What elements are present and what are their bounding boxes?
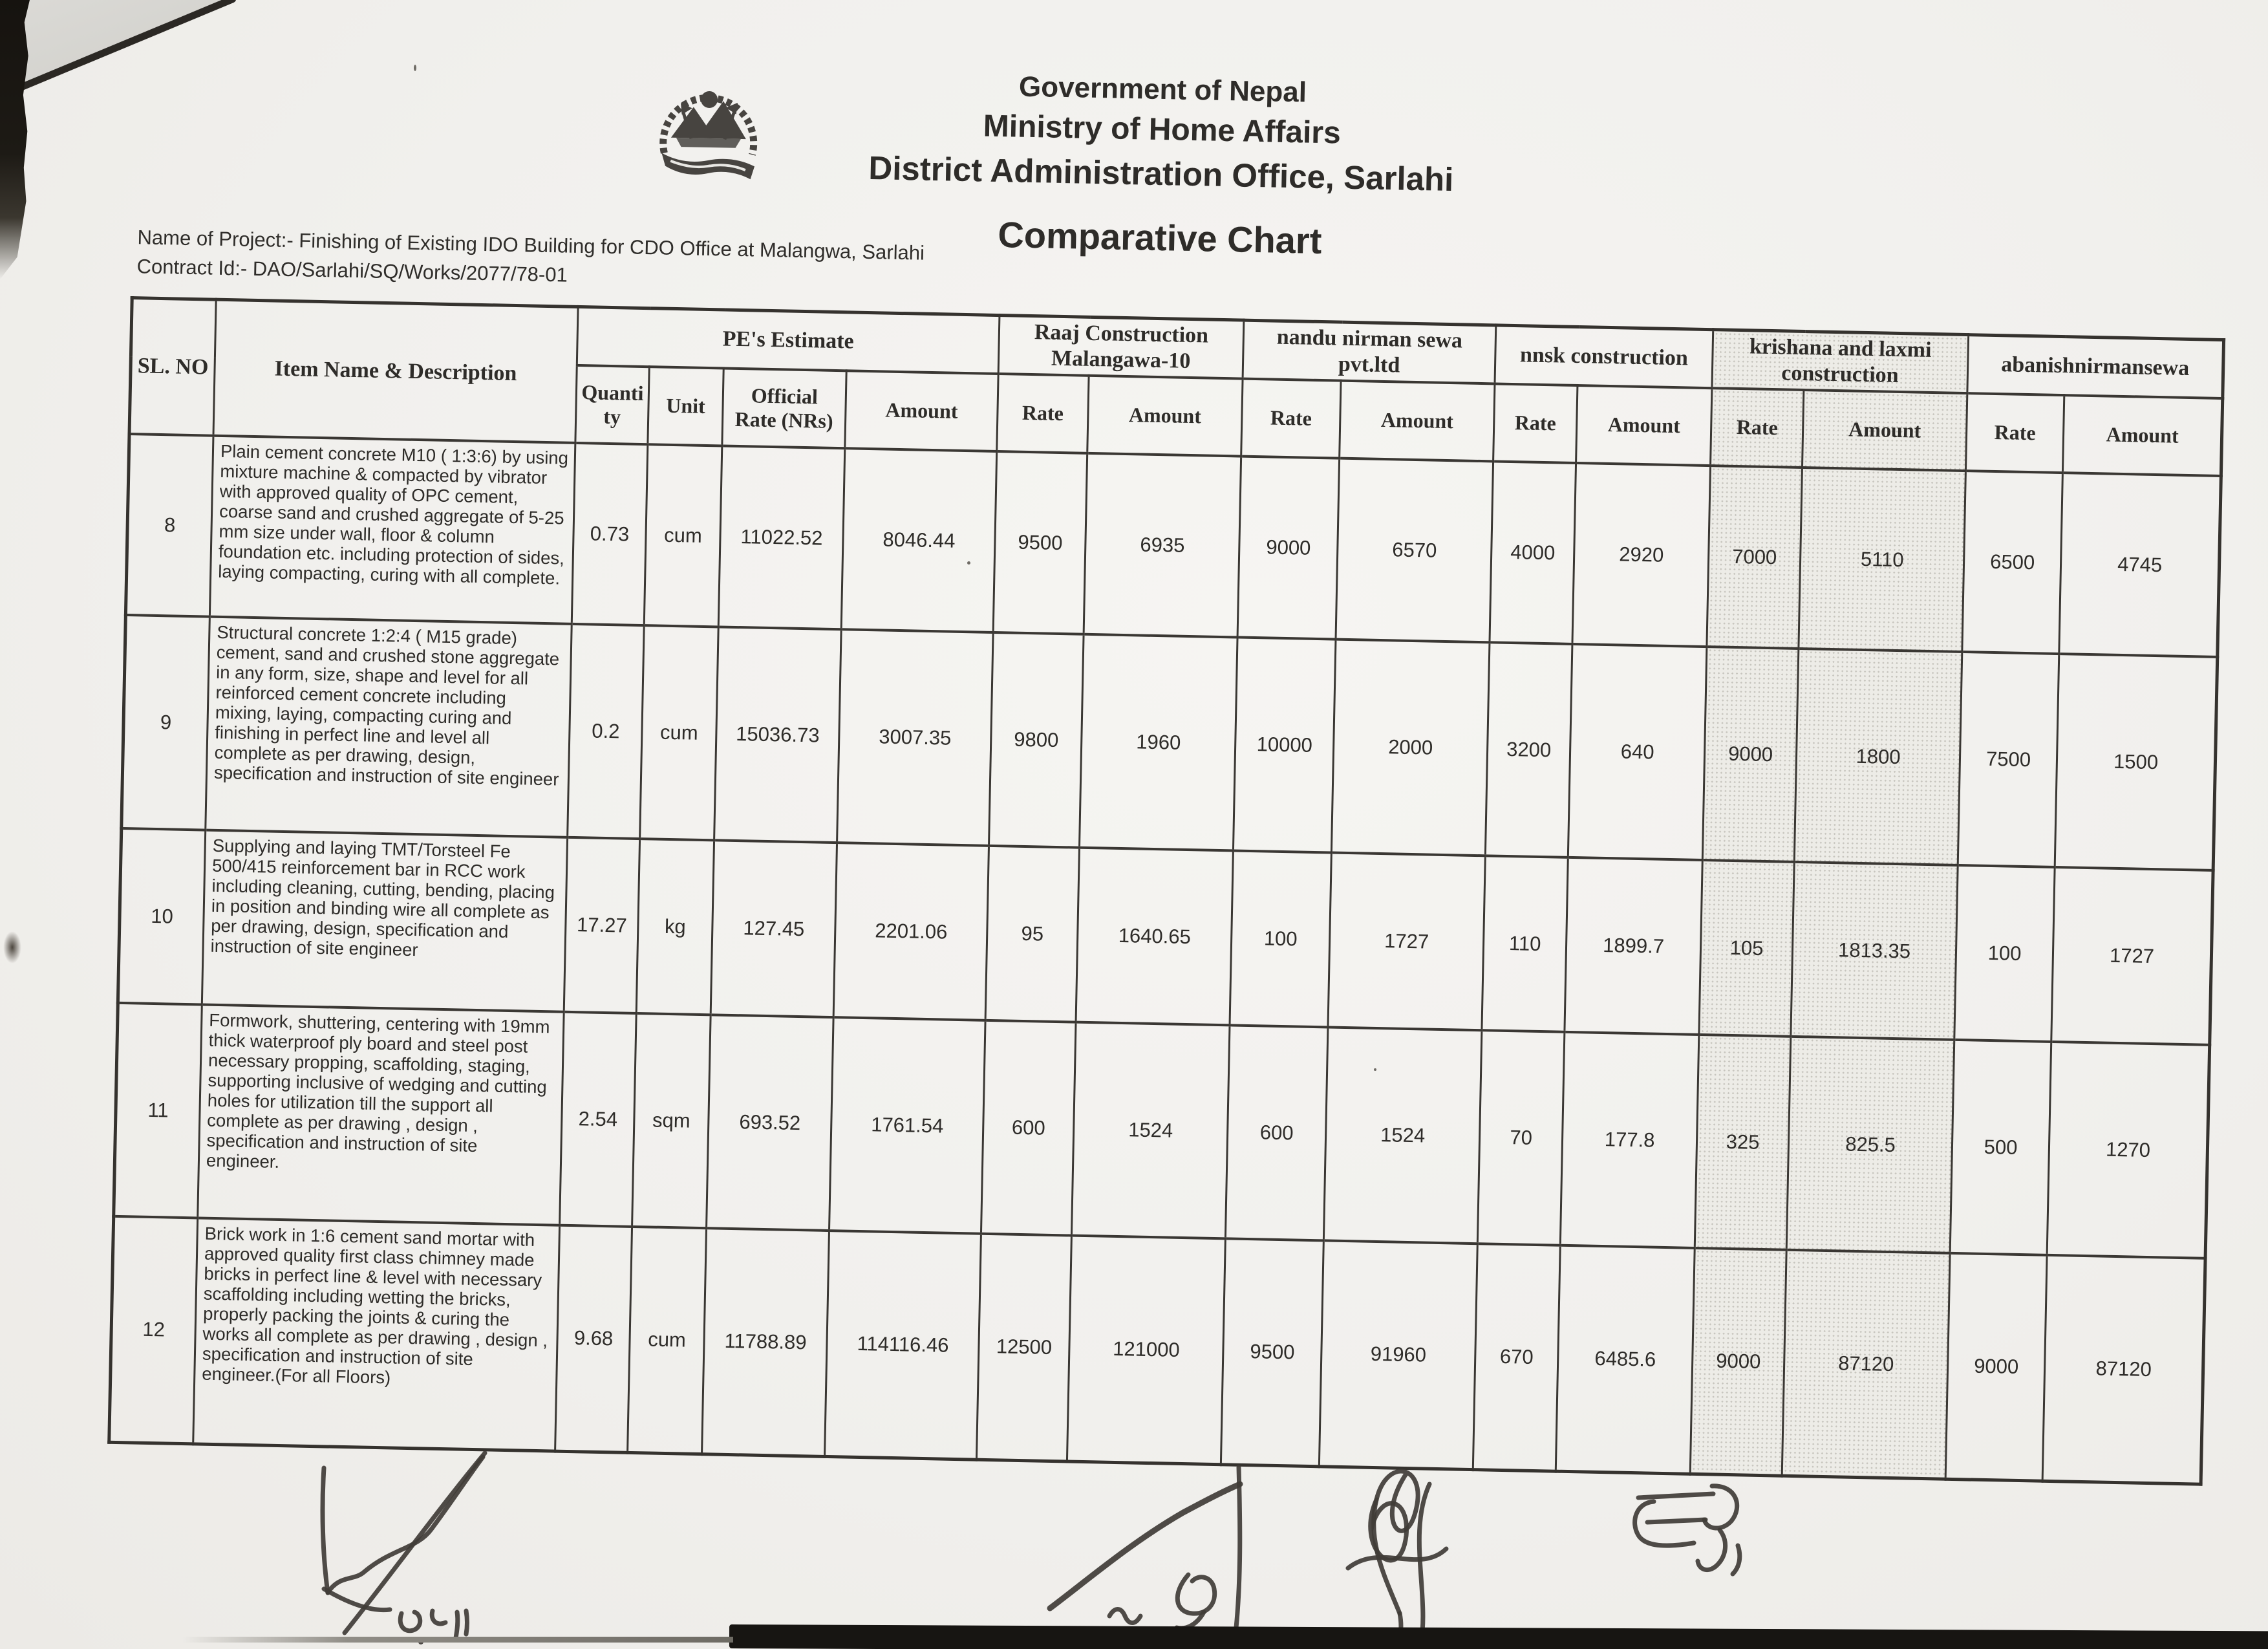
cell-abanish-rate: 500 xyxy=(1950,1039,2051,1255)
comparative-table xyxy=(107,296,2225,1486)
cell-item-description: Structural concrete 1:2:4 ( M15 grade) cement, sand and crushed stone aggregate in any form, size, shape and level for all reinforced cement concrete including mixing, laying, compacting curing and finishing in perfect line and level all complete as per drawing, design, specification and instruction of site engineer xyxy=(206,616,572,837)
cell-official-rate: 127.45 xyxy=(711,840,837,1017)
cell-nnsk-rate: 110 xyxy=(1482,856,1568,1032)
cell-quantity: 0.73 xyxy=(572,442,648,625)
scan-speck xyxy=(967,561,970,565)
group-header-nandu-nirman-sewa: nandu nirman sewa pvt.ltd xyxy=(1243,320,1496,383)
cell-nnsk-rate: 3200 xyxy=(1485,642,1572,857)
cell-unit: kg xyxy=(636,839,714,1015)
cell-nnsk-amount: 2920 xyxy=(1572,462,1711,646)
cell-nandu-amount: 1524 xyxy=(1323,1027,1482,1244)
cell-raaj-rate: 9500 xyxy=(993,451,1087,634)
table-row xyxy=(114,1002,2210,1258)
cell-quantity: 0.2 xyxy=(568,623,645,838)
cell-krishana-rate: 9000 xyxy=(1690,1247,1786,1476)
col-header-item-description: Item Name & Description xyxy=(213,299,578,442)
handwritten-signature-1 xyxy=(294,1419,508,1649)
cell-pe-amount: 2201.06 xyxy=(833,843,989,1020)
cell-abanish-rate: 9000 xyxy=(1945,1253,2047,1481)
cell-nnsk-amount: 6485.6 xyxy=(1556,1245,1695,1474)
cell-raaj-rate: 9800 xyxy=(989,632,1084,847)
col-header-nandu-amount: Amount xyxy=(1340,380,1495,461)
handwritten-signature-4 xyxy=(1616,1468,1784,1604)
cell-nandu-rate: 100 xyxy=(1230,850,1331,1027)
cell-nandu-rate: 9000 xyxy=(1237,456,1340,639)
cell-official-rate: 15036.73 xyxy=(714,627,842,843)
group-header-raaj-construction: Raaj Construction Malangawa-10 xyxy=(998,316,1244,379)
col-header-nandu-rate: Rate xyxy=(1241,378,1341,458)
cell-abanish-rate: 7500 xyxy=(1958,652,2059,867)
cell-nandu-amount: 1727 xyxy=(1328,852,1485,1030)
col-header-nnsk-rate: Rate xyxy=(1493,383,1578,463)
org-name-line2: Ministry of Home Affairs xyxy=(983,109,1342,151)
col-header-pe-amount: Amount xyxy=(845,371,998,451)
cell-quantity: 2.54 xyxy=(560,1011,637,1226)
cell-krishana-rate: 325 xyxy=(1695,1034,1791,1249)
cell-raaj-amount: 1960 xyxy=(1080,634,1238,850)
cell-raaj-rate: 12500 xyxy=(976,1233,1071,1461)
col-header-unit: Unit xyxy=(648,367,723,446)
cell-krishana-rate: 7000 xyxy=(1707,466,1803,649)
cell-raaj-amount: 121000 xyxy=(1067,1235,1225,1465)
scan-speck xyxy=(414,65,416,71)
col-header-abanish-amount: Amount xyxy=(2063,395,2223,476)
cell-sl-no: 10 xyxy=(118,828,205,1004)
cell-quantity: 17.27 xyxy=(564,837,639,1013)
group-header-krishana-laxmi-construction: krishana and laxmi construction xyxy=(1712,330,1969,393)
cell-abanish-amount: 87120 xyxy=(2042,1255,2205,1484)
cell-raaj-rate: 95 xyxy=(985,845,1079,1022)
cell-item-description: Supplying and laying TMT/Torsteel Fe 500/415 reinforcement bar in RCC work including cleaning, cutting, bending, placing in position and binding wire all complete as per drawing, design, specification and instruction of site engineer xyxy=(202,830,567,1011)
org-name-line3: District Administration Office, Sarlahi xyxy=(868,149,1454,199)
cell-krishana-rate: 105 xyxy=(1699,860,1794,1037)
cell-pe-amount: 1761.54 xyxy=(829,1017,986,1234)
cell-raaj-amount: 1524 xyxy=(1071,1022,1230,1238)
page-title: Comparative Chart xyxy=(997,213,1323,262)
cell-quantity: 9.68 xyxy=(555,1225,632,1452)
col-header-sl-no: SL. NO xyxy=(129,298,216,436)
cell-nnsk-rate: 4000 xyxy=(1490,461,1576,644)
cell-nnsk-amount: 1899.7 xyxy=(1565,857,1702,1034)
cell-item-description: Formwork, shuttering, centering with 19mm thick waterproof ply board and steel post necessary propping, scaffolding, staging, supporting inclusive of wedging and cutting holes for utilization till the support all complete as per drawing , design , specification and instruction of site engineer. xyxy=(198,1004,564,1225)
cell-nandu-rate: 10000 xyxy=(1233,637,1336,852)
col-header-raaj-amount: Amount xyxy=(1087,375,1243,456)
cell-abanish-amount: 1500 xyxy=(2055,654,2218,870)
cell-abanish-rate: 6500 xyxy=(1962,471,2063,654)
cell-krishana-rate: 9000 xyxy=(1702,647,1799,862)
cell-krishana-amount: 5110 xyxy=(1799,468,1966,652)
cell-abanish-amount: 4745 xyxy=(2059,473,2221,657)
group-header-nnsk-construction: nnsk construction xyxy=(1495,325,1713,388)
cell-unit: cum xyxy=(644,444,722,627)
cell-krishana-amount: 87120 xyxy=(1782,1249,1950,1479)
cell-nandu-rate: 600 xyxy=(1225,1025,1328,1240)
cell-raaj-amount: 1640.65 xyxy=(1076,847,1233,1025)
cell-krishana-amount: 825.5 xyxy=(1786,1036,1954,1253)
cell-krishana-amount: 1800 xyxy=(1794,648,1962,865)
col-header-quantity: Quantity xyxy=(575,365,649,444)
handwritten-signature-2 xyxy=(1034,1458,1280,1649)
cell-sl-no: 9 xyxy=(122,615,210,830)
cell-official-rate: 693.52 xyxy=(707,1015,834,1231)
cell-abanish-amount: 1727 xyxy=(2051,867,2213,1044)
cell-nandu-rate: 9500 xyxy=(1221,1238,1323,1467)
contract-id: Contract Id:- DAO/Sarlahi/SQ/Works/2077/78-01 xyxy=(136,255,568,286)
cell-raaj-rate: 600 xyxy=(981,1020,1076,1235)
cell-nnsk-rate: 70 xyxy=(1477,1030,1565,1245)
table-row xyxy=(122,615,2218,870)
cell-abanish-rate: 100 xyxy=(1954,865,2055,1041)
cell-nandu-amount: 2000 xyxy=(1331,639,1490,856)
cell-nnsk-rate: 670 xyxy=(1473,1244,1560,1471)
scan-speck xyxy=(1374,1068,1376,1071)
cell-unit: cum xyxy=(640,625,719,840)
cell-abanish-amount: 1270 xyxy=(2047,1041,2210,1258)
col-header-krishana-rate: Rate xyxy=(1711,388,1804,468)
cell-nandu-amount: 6570 xyxy=(1336,458,1493,642)
col-header-krishana-amount: Amount xyxy=(1803,390,1967,471)
cell-nandu-amount: 91960 xyxy=(1319,1240,1477,1470)
scan-smudge xyxy=(3,931,21,964)
cell-official-rate: 11022.52 xyxy=(718,446,845,629)
cell-official-rate: 11788.89 xyxy=(702,1228,829,1457)
project-name: Name of Project:- Finishing of Existing IDO Building for CDO Office at Malangwa, Sarlahi xyxy=(137,226,925,264)
col-header-raaj-rate: Rate xyxy=(997,374,1089,453)
col-header-official-rate: Official Rate (NRs) xyxy=(722,368,846,448)
cell-item-description: Plain cement concrete M10 ( 1:3:6) by using mixture machine & compacted by vibrator with approved quality of OPC cement, coarse sand and crushed aggregate of 5-25 mm size under wall, floor & column foundation etc. including protection of sides, laying compacting, curing with all complete. xyxy=(209,435,575,623)
cell-sl-no: 8 xyxy=(125,434,213,617)
cell-unit: sqm xyxy=(632,1013,711,1227)
cell-unit: cum xyxy=(628,1226,707,1454)
handwritten-signature-3 xyxy=(1309,1445,1484,1649)
col-header-nnsk-amount: Amount xyxy=(1576,385,1712,466)
col-header-abanish-rate: Rate xyxy=(1966,393,2064,473)
cell-nnsk-amount: 640 xyxy=(1568,643,1707,859)
cell-pe-amount: 8046.44 xyxy=(841,448,997,632)
group-header-abanishnirmansewa: abanishnirmansewa xyxy=(1967,335,2224,398)
scan-bottom-edge-line xyxy=(182,1637,733,1643)
cell-sl-no: 12 xyxy=(109,1216,198,1444)
cell-raaj-amount: 6935 xyxy=(1084,453,1241,637)
cell-krishana-amount: 1813.35 xyxy=(1791,861,1958,1039)
group-header-pe-estimate: PE's Estimate xyxy=(577,307,1000,373)
cell-sl-no: 11 xyxy=(114,1002,202,1218)
org-name-line1: Government of Nepal xyxy=(1018,70,1307,109)
cell-nnsk-amount: 177.8 xyxy=(1560,1031,1699,1247)
cell-item-description: Brick work in 1:6 cement sand mortar with approved quality first class chimney made bricks in perfect line & level with necessary scaffolding including wetting the bricks, properly packing the joints & curing the works all complete as per drawing , design , specification and instruction of site engineer.(For all Floors) xyxy=(193,1218,560,1451)
cell-pe-amount: 3007.35 xyxy=(837,629,994,846)
cell-pe-amount: 114116.46 xyxy=(824,1231,981,1460)
